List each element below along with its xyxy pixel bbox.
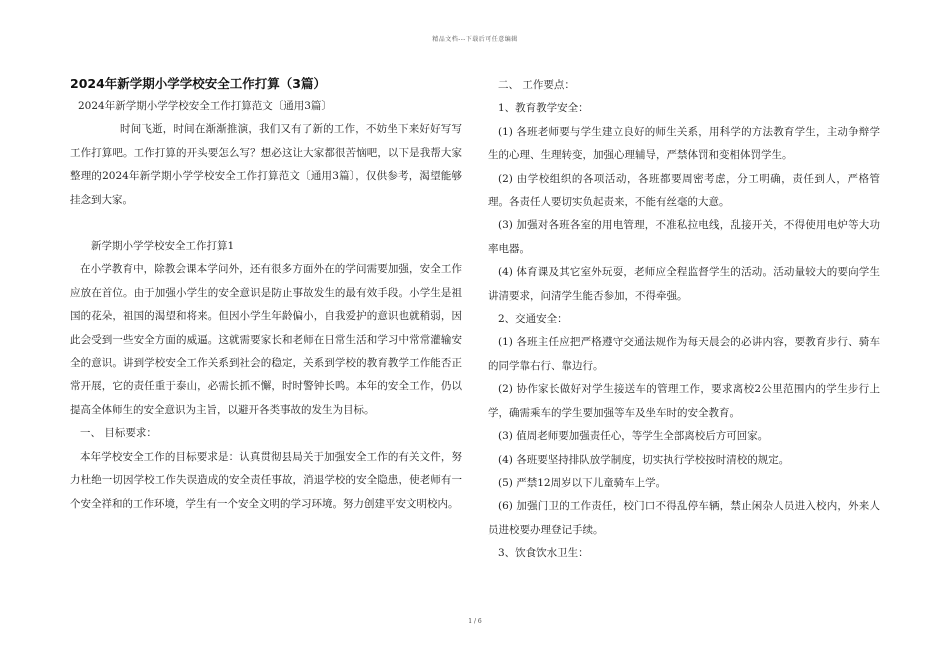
document-title: 2024年新学期小学学校安全工作打算（3篇） bbox=[70, 76, 326, 91]
page-header: 精品文档---下载后可任意编辑 bbox=[432, 36, 518, 43]
list-item: (4) 体育课及其它室外玩耍，老师应全程监督学生的活动。活动量较大的要向学生讲清要求，问清学生能否参加，不得牵强。 bbox=[488, 266, 880, 302]
left-column bbox=[70, 74, 462, 516]
list-item: (2) 由学校组织的各项活动，各班都要周密考虑，分工明确，责任到人，严格管理。各责任人要切实负起责来，不能有丝毫的大意。 bbox=[488, 172, 880, 209]
subsection-heading: 2、交通安全： bbox=[498, 313, 568, 326]
page-number: 1 / 6 bbox=[468, 618, 482, 625]
body-paragraph: 在小学教育中，除教会课本学问外，还有很多方面外在的学问需要加强，安全工作应放在首位。由于加强小学生的安全意识是防止事故发生的最有效手段。小学生是祖国的花朵，祖国的渴望和将来。但因小学生年龄偏小，自我爱护的意识也就稍弱，因此会受到一些安全方面的威逼。这就需要家长和老师在日常生活和学习中常常灌输安全的意识。讲到学校安全工作关系到社会的稳定，关系到学校的教育教学工作能否正常开展，它的责任重于泰山，必需长抓不懈，时时警钟长鸣。本年的安全工作，仍以提高全体师生的安全意识为主旨，以避开各类事故的发生为目标。 bbox=[70, 263, 462, 416]
work-points-heading: 二、 工作要点： bbox=[498, 79, 575, 91]
goal-paragraph: 本年学校安全工作的目标要求是：认真贯彻县局关于加强安全工作的有关文件，努力杜绝一切因学校工作失误造成的安全责任事故，消退学校的安全隐患，使老师有一个安全祥和的工作环境，学生有一个安全文明的学习环境。努力创建平安文明校内。 bbox=[70, 450, 462, 510]
intro-paragraph: 时间飞逝，时间在渐渐推演，我们又有了新的工作，不妨坐下来好好写写工作打算吧。工作打算的开头要怎么写？想必这让大家都很苦恼吧，以下是我帮大家整理的2024年新学期小学学校安全工作打算范文〔通用3篇〕，仅供参考，渴望能够挂念到大家。 bbox=[70, 123, 462, 206]
subsection-heading: 1、教育教学安全： bbox=[498, 102, 589, 115]
subsection-heading: 3、饮食饮水卫生： bbox=[498, 547, 589, 560]
list-item: (4) 各班要坚持排队放学制度，切实执行学校按时清校的规定。 bbox=[498, 453, 790, 466]
document-subtitle: 2024年新学期小学学校安全工作打算范文〔通用3篇〕 bbox=[78, 100, 332, 112]
list-item: (2) 协作家长做好对学生接送车的管理工作，要求离校2公里范围内的学生步行上学，确需乘车的学生要加强等车及坐车时的安全教育。 bbox=[488, 383, 880, 419]
list-item: (3) 加强对各班各室的用电管理，不准私拉电线，乱接开关，不得使用电炉等大功率电器。 bbox=[488, 219, 880, 255]
list-item: (1) 各班主任应把严格遵守交通法规作为每天晨会的必讲内容，要教育步行、骑车的同学靠右行、靠边行。 bbox=[488, 336, 880, 372]
list-item: (5) 严禁12周岁以下儿童骑车上学。 bbox=[498, 476, 667, 489]
section-heading: 新学期小学学校安全工作打算1 bbox=[91, 240, 235, 253]
list-item: (6) 加强门卫的工作责任，校门口不得乱停车辆，禁止闲杂人员进入校内，外来人员进校要办理登记手续。 bbox=[488, 500, 880, 536]
list-item: (3) 值周老师要加强责任心，等学生全部离校后方可回家。 bbox=[498, 430, 769, 443]
spacer bbox=[70, 212, 462, 235]
list-item: (1) 各班老师要与学生建立良好的师生关系，用科学的方法教育学生，主动争辩学生的心理、生理转变，加强心理辅导，严禁体罚和变相体罚学生。 bbox=[488, 125, 880, 162]
goal-heading: 一、 目标要求： bbox=[80, 427, 157, 440]
right-column bbox=[488, 74, 880, 566]
